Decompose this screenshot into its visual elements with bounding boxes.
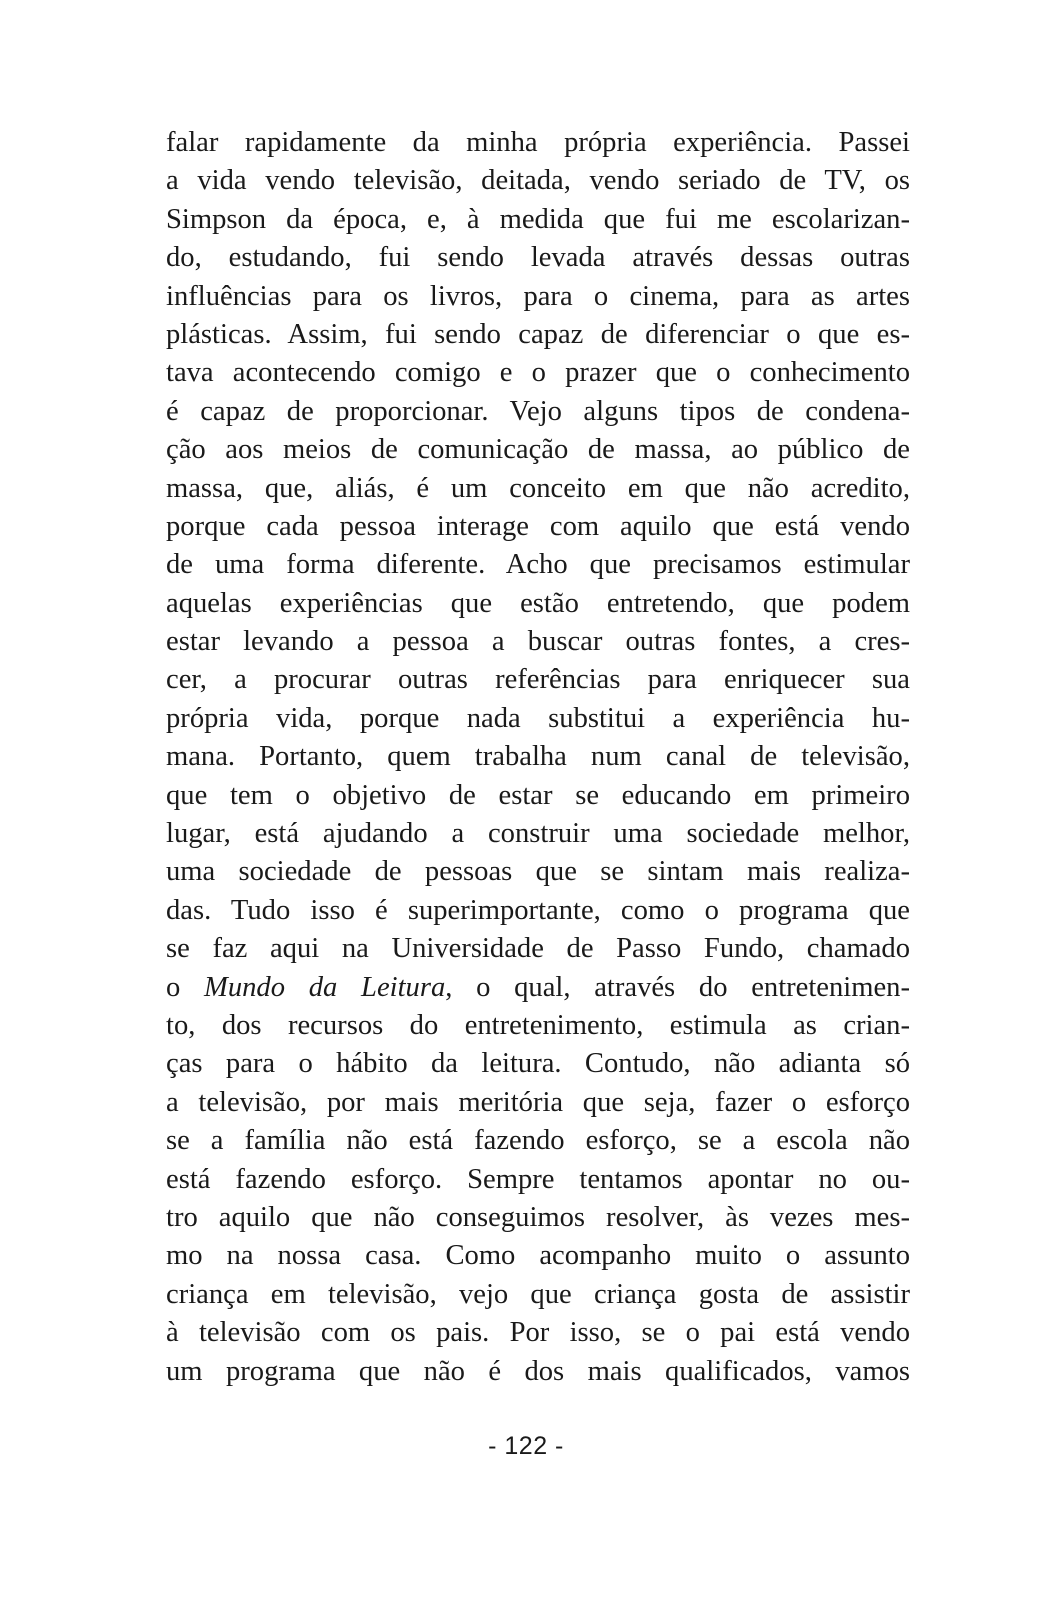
text-line: porque cada pessoa interage com aquilo que está vendo <box>166 510 910 542</box>
text-line: lugar, está ajudando a construir uma sociedade melhor, <box>166 818 910 850</box>
text-line: é capaz de proporcionar. Vejo alguns tipos de condena- <box>166 395 910 427</box>
text-line: que tem o objetivo de estar se educando em primeiro <box>166 779 910 811</box>
text-line: a vida vendo televisão, deitada, vendo seriado de TV, os <box>166 165 910 197</box>
text-line: própria vida, porque nada substitui a experiência hu- <box>166 702 910 734</box>
text-line <box>166 969 910 1007</box>
text-line: ças para o hábito da leitura. Contudo, não adianta só <box>166 1048 910 1080</box>
text-line: um programa que não é dos mais qualificados, vamos <box>166 1355 910 1387</box>
text-line: à televisão com os pais. Por isso, se o pai está vendo <box>166 1317 910 1349</box>
text-line: uma sociedade de pessoas que se sintam mais realiza- <box>166 856 910 888</box>
text-segment: , o qual, através do entretenimen- <box>445 971 910 1003</box>
text-line: tava acontecendo comigo e o prazer que o conhecimento <box>166 357 910 389</box>
text-line: influências para os livros, para o cinema, para as artes <box>166 280 910 312</box>
page-number: - 122 - <box>488 1432 564 1460</box>
text-line: aquelas experiências que estão entretendo, que podem <box>166 587 910 619</box>
text-line: tro aquilo que não conseguimos resolver, às vezes mes- <box>166 1201 910 1233</box>
body-text <box>166 124 910 1391</box>
text-line: criança em televisão, vejo que criança gosta de assistir <box>166 1278 910 1310</box>
text-line: plásticas. Assim, fui sendo capaz de diferenciar o que es- <box>166 318 910 350</box>
text-line: mo na nossa casa. Como acompanho muito o assunto <box>166 1240 910 1272</box>
text-line: está fazendo esforço. Sempre tentamos apontar no ou- <box>166 1163 910 1195</box>
text-line: se faz aqui na Universidade de Passo Fundo, chamado <box>166 933 910 965</box>
text-line: falar rapidamente da minha própria experiência. Passei <box>166 127 910 158</box>
text-line: cer, a procurar outras referências para enriquecer sua <box>166 664 910 696</box>
text-line: to, dos recursos do entretenimento, estimula as crian- <box>166 1009 910 1041</box>
text-line: estar levando a pessoa a buscar outras fontes, a cres- <box>166 626 910 658</box>
text-line: do, estudando, fui sendo levada através dessas outras <box>166 242 910 274</box>
text-line: massa, que, aliás, é um conceito em que não acredito, <box>166 472 910 504</box>
text-line: a televisão, por mais meritória que seja, fazer o esforço <box>166 1086 910 1118</box>
text-segment: o <box>166 971 205 1003</box>
text-line: das. Tudo isso é superimportante, como o programa que <box>166 894 910 926</box>
text-line: se a família não está fazendo esforço, se a escola não <box>166 1125 910 1157</box>
text-line: ção aos meios de comunicação de massa, ao público de <box>166 434 910 466</box>
text-line: de uma forma diferente. Acho que precisamos estimular <box>166 549 910 581</box>
italic-title: Mundo da Leitura <box>204 971 446 1003</box>
text-line: Simpson da época, e, à medida que fui me escolarizan- <box>166 203 910 235</box>
text-line: mana. Portanto, quem trabalha num canal de televisão, <box>166 741 910 773</box>
